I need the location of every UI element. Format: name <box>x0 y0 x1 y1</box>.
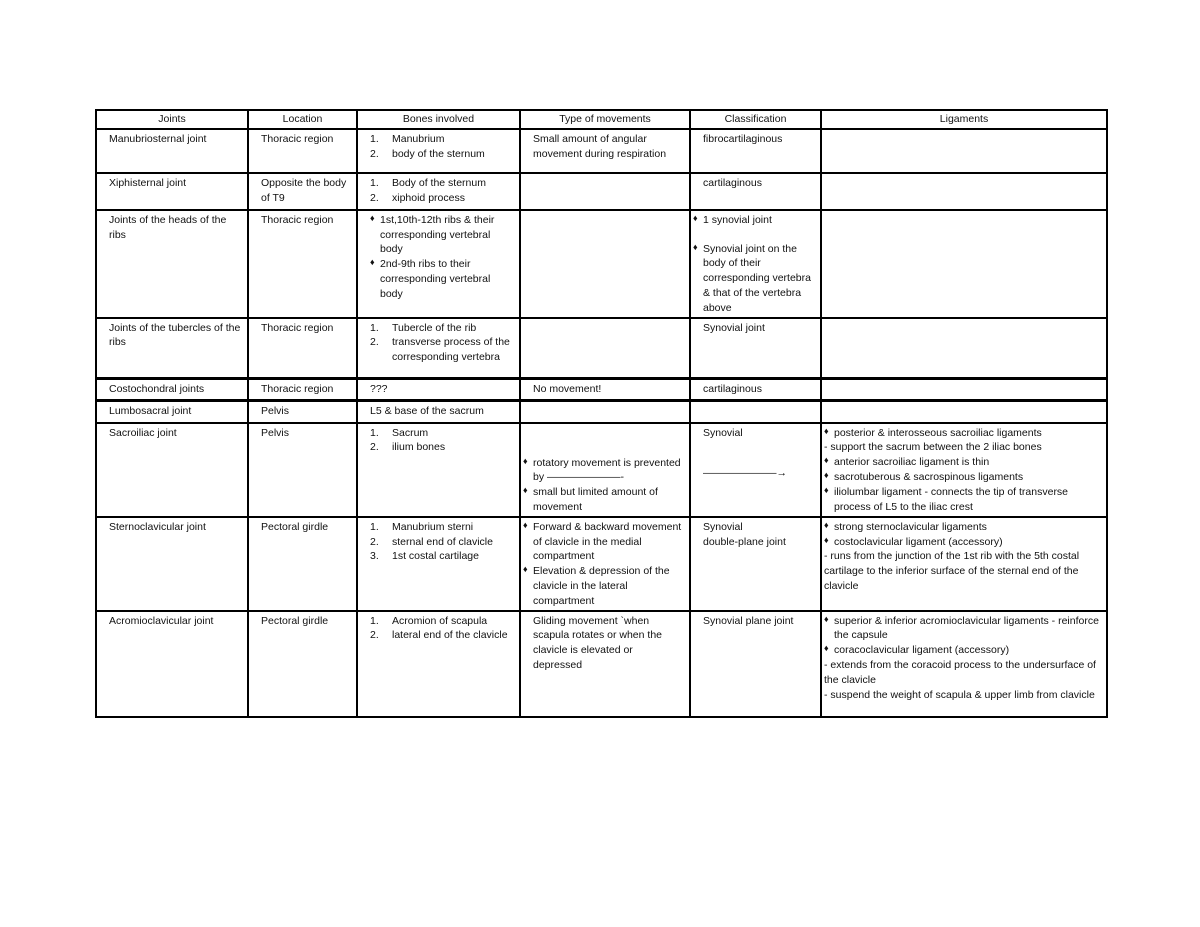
joint-cell: Joints of the heads of the ribs <box>96 210 248 318</box>
location-cell: Thoracic region <box>248 210 357 318</box>
table-row <box>96 318 1107 379</box>
bullet-icon: ♦ <box>824 519 829 530</box>
list-item: - suspend the weight of scapula & upper limb from clavicle <box>824 688 1095 701</box>
list-item: 2. ilium bones <box>370 441 446 454</box>
movement-cell: No movement! <box>520 379 690 401</box>
location-cell: Pelvis <box>248 423 357 517</box>
ligaments-cell <box>821 379 1107 401</box>
header-bones: Bones involved <box>357 110 520 129</box>
list-item: - runs from the junction of the 1st rib with the 5th costal cartilage to the inferior surface of the sternal end of the clavicle <box>824 550 1080 592</box>
list-item: 3. 1st costal cartilage <box>370 550 479 563</box>
bullet-icon: ♦ <box>370 212 375 223</box>
bones-cell <box>357 173 520 210</box>
header-joints: Joints <box>96 110 248 129</box>
movement-cell <box>520 401 690 423</box>
classification-cell <box>690 423 821 517</box>
classification-cell: cartilaginous <box>690 173 821 210</box>
header-ligaments: Ligaments <box>821 110 1107 129</box>
classification-cell: Synovial joint <box>690 318 821 379</box>
bullet-icon: ♦ <box>693 212 698 223</box>
location-cell: Pectoral girdle <box>248 517 357 611</box>
table-row <box>96 423 1107 517</box>
list-item: 1. Body of the sternum <box>370 176 486 189</box>
location-cell: Pelvis <box>248 401 357 423</box>
joint-cell: Xiphisternal joint <box>96 173 248 210</box>
bullet-icon: ♦ <box>824 425 829 436</box>
movement-cell: Gliding movement `when scapula rotates or when the clavicle is elevated or depressed <box>520 611 690 717</box>
movement-cell <box>520 423 690 517</box>
list-item: ♦ sacrotuberous & sacrospinous ligaments <box>824 469 1024 483</box>
bullet-icon: ♦ <box>824 469 829 480</box>
list-item: 2. transverse process of the corresponding vertebra <box>370 336 510 364</box>
ligaments-cell <box>821 318 1107 379</box>
bullet-icon: ♦ <box>693 241 698 252</box>
bones-cell <box>357 423 520 517</box>
bullet-icon: ♦ <box>523 519 528 530</box>
list-item: ♦ superior & inferior acromioclavicular ligaments - reinforce the capsule <box>824 613 1099 642</box>
table-row <box>96 401 1107 423</box>
bones-cell <box>357 129 520 173</box>
ligaments-cell <box>821 129 1107 173</box>
joint-cell: Costochondral joints <box>96 379 248 401</box>
bones-cell <box>357 611 520 717</box>
bullet-icon: ♦ <box>523 455 528 466</box>
list-item: ♦ Elevation & depression of the clavicle in the lateral compartment <box>523 564 670 607</box>
classification-cell: Synovial double-plane joint <box>690 517 821 611</box>
list-item: 2. lateral end of the clavicle <box>370 629 508 642</box>
table-row <box>96 611 1107 717</box>
ligaments-cell <box>821 173 1107 210</box>
location-cell: Opposite the body of T9 <box>248 173 357 210</box>
spacer <box>533 426 683 456</box>
classification-cell <box>690 401 821 423</box>
joints-table <box>95 109 1108 718</box>
list-item: ♦ 1 synovial joint <box>693 212 772 226</box>
ligaments-cell <box>821 401 1107 423</box>
list-item: ♦ Forward & backward movement of clavicle in the medial compartment <box>523 519 682 563</box>
ligaments-cell <box>821 423 1107 517</box>
bullet-icon: ♦ <box>824 643 829 654</box>
spacer <box>693 228 814 242</box>
classification-cell: cartilaginous <box>690 379 821 401</box>
movement-cell <box>520 210 690 318</box>
bullet-icon: ♦ <box>523 485 528 496</box>
movement-cell <box>520 318 690 379</box>
list-item: ♦ 2nd-9th ribs to their corresponding vertebral body <box>370 257 491 300</box>
list-item: - support the sacrum between the 2 iliac bones <box>824 441 1042 454</box>
list-item: ♦ costoclavicular ligament (accessory) <box>824 534 1003 548</box>
table-row <box>96 173 1107 210</box>
table-row <box>96 517 1107 611</box>
bones-cell: ??? <box>357 379 520 401</box>
bullet-icon: ♦ <box>824 484 829 495</box>
joint-cell: Lumbosacral joint <box>96 401 248 423</box>
list-item: ♦ iliolumbar ligament - connects the tip of transverse process of L5 to the iliac crest <box>824 484 1069 513</box>
location-cell: Thoracic region <box>248 379 357 401</box>
movement-cell <box>520 517 690 611</box>
list-item: ♦ 1st,10th-12th ribs & their corresponding vertebral body <box>370 212 495 256</box>
movement-cell: Small amount of angular movement during respiration <box>520 129 690 173</box>
table-header-row <box>96 110 1107 129</box>
header-location: Location <box>248 110 357 129</box>
list-item: ♦ anterior sacroiliac ligament is thin <box>824 455 990 469</box>
list-item: 1. Sacrum <box>370 426 429 439</box>
location-cell: Thoracic region <box>248 129 357 173</box>
movement-cell <box>520 173 690 210</box>
classification-cell: Synovial plane joint <box>690 611 821 717</box>
list-item: ♦ strong sternoclavicular ligaments <box>824 519 987 533</box>
bones-cell: L5 & base of the sacrum <box>357 401 520 423</box>
ligaments-cell <box>821 517 1107 611</box>
joint-cell: Manubriosternal joint <box>96 129 248 173</box>
bones-cell <box>357 210 520 318</box>
bullet-icon: ♦ <box>370 257 375 268</box>
list-item: 1. Manubrium <box>370 132 445 145</box>
bullet-icon: ♦ <box>523 564 528 575</box>
ligaments-cell <box>821 210 1107 318</box>
joint-cell: Sternoclavicular joint <box>96 517 248 611</box>
bullet-icon: ♦ <box>824 613 829 624</box>
joint-cell: Acromioclavicular joint <box>96 611 248 717</box>
table-row <box>96 379 1107 401</box>
classification-cell: fibrocartilaginous <box>690 129 821 173</box>
list-item: 1. Manubrium sterni <box>370 520 474 533</box>
list-item: - extends from the coracoid process to the undersurface of the clavicle <box>824 658 1096 686</box>
ligaments-cell <box>821 611 1107 717</box>
classification-text: Synovial <box>703 426 743 439</box>
bones-cell <box>357 517 520 611</box>
bones-cell <box>357 318 520 379</box>
header-classification: Classification <box>690 110 821 129</box>
list-item: ♦ coracoclavicular ligament (accessory) <box>824 643 1010 657</box>
list-item: 1. Acromion of scapula <box>370 614 488 627</box>
bullet-icon: ♦ <box>824 534 829 545</box>
list-item: 2. body of the sternum <box>370 147 485 160</box>
location-cell: Thoracic region <box>248 318 357 379</box>
location-cell: Pectoral girdle <box>248 611 357 717</box>
bullet-icon: ♦ <box>824 455 829 466</box>
list-item: ♦ Synovial joint on the body of their corresponding vertebra & that of the vertebra above <box>693 241 811 314</box>
list-item: ♦ rotatory movement is prevented by ———————- <box>523 455 681 484</box>
table-row <box>96 129 1107 173</box>
classification-cell <box>690 210 821 318</box>
list-item: ♦ posterior & interosseous sacroiliac ligaments <box>824 425 1042 439</box>
list-item: 2. xiphoid process <box>370 191 465 204</box>
header-movements: Type of movements <box>520 110 690 129</box>
list-item: ♦ small but limited amount of movement <box>523 485 658 513</box>
table-row <box>96 210 1107 318</box>
joint-cell: Joints of the tubercles of the ribs <box>96 318 248 379</box>
list-item: 2. sternal end of clavicle <box>370 535 493 548</box>
arrow-icon: ———————→ <box>703 467 787 480</box>
joint-cell: Sacroiliac joint <box>96 423 248 517</box>
list-item: 1. Tubercle of the rib <box>370 321 477 334</box>
